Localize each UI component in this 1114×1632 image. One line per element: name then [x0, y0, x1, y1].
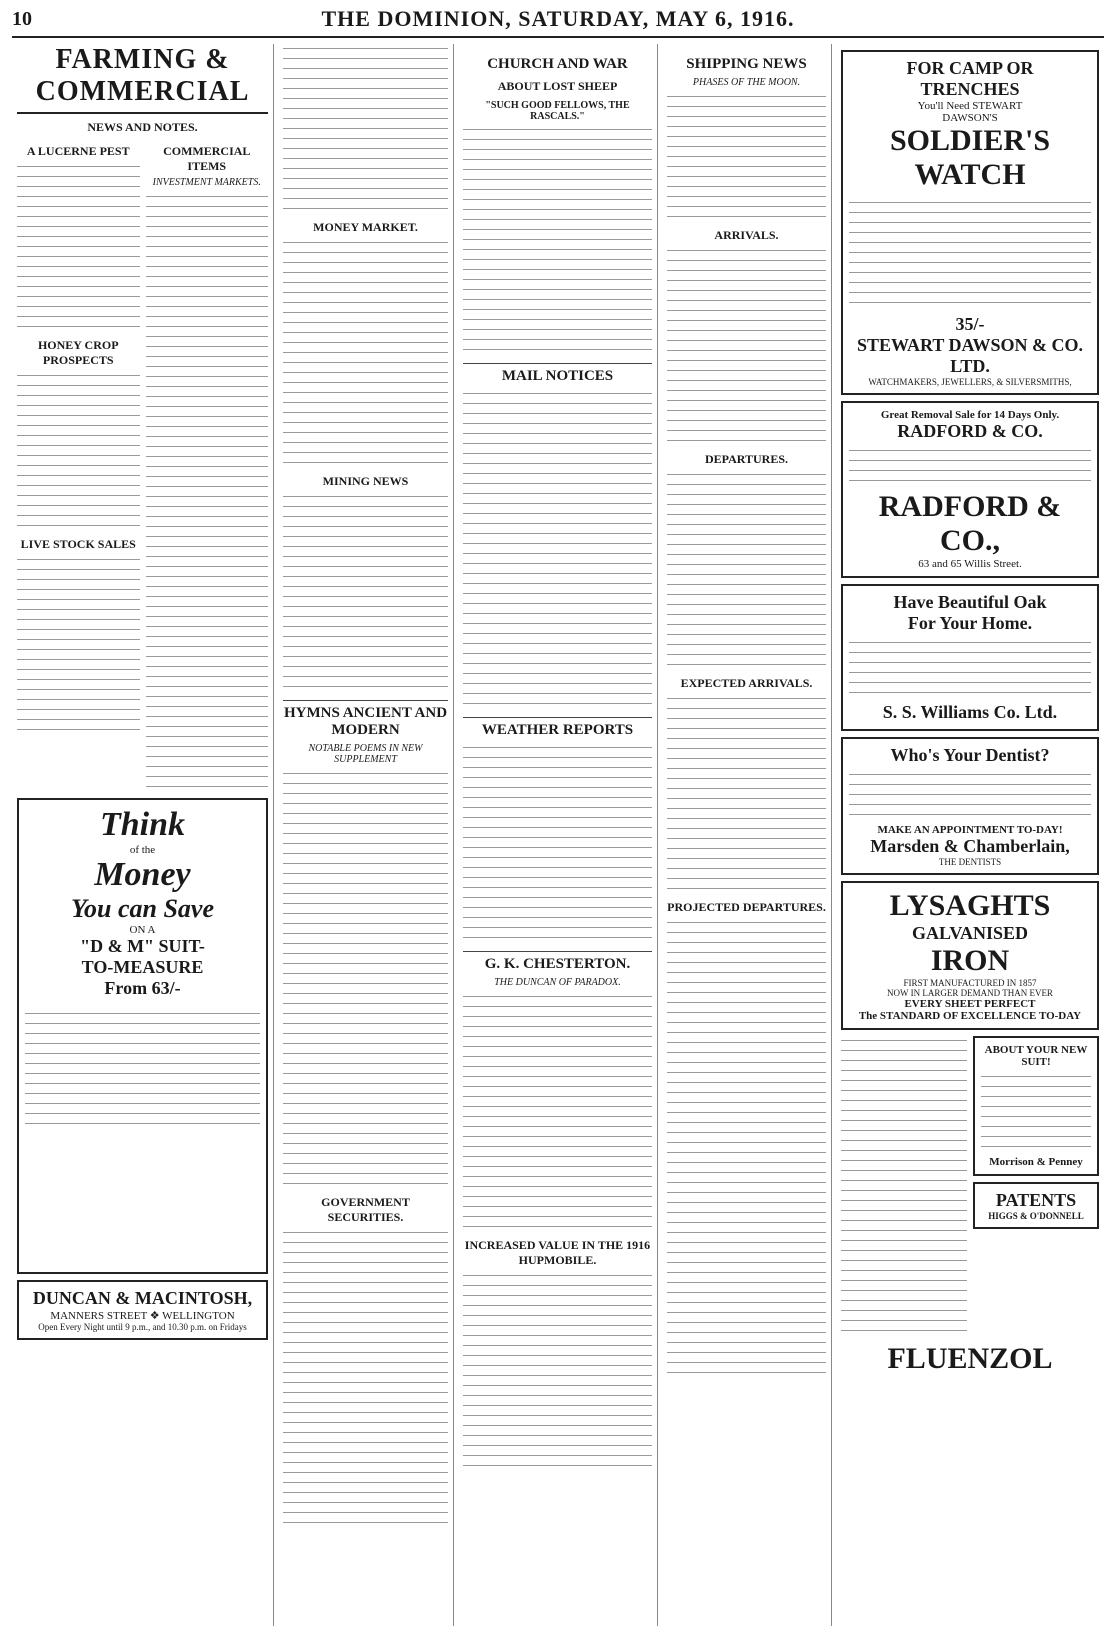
page-number: 10 — [12, 8, 32, 30]
article-subheading: INVESTMENT MARKETS. — [152, 177, 261, 188]
article-body — [463, 125, 652, 355]
table-block — [283, 44, 448, 214]
ad-line: The STANDARD OF EXCELLENCE TO-DAY — [858, 1010, 1082, 1022]
ad-firm: STEWART DAWSON & CO. LTD. — [856, 335, 1084, 376]
article-body — [146, 192, 269, 792]
section-heading: FARMING & COMMERCIAL — [17, 44, 268, 114]
suit-ad-right — [973, 1036, 1099, 1176]
article-subheading: THE DUNCAN OF PARADOX. — [494, 977, 621, 988]
ad-line: of the — [129, 844, 156, 856]
ad-line: Money — [94, 856, 191, 893]
article-body — [463, 743, 652, 943]
ad-line: EVERY SHEET PERFECT — [904, 998, 1036, 1010]
article-body — [463, 389, 652, 709]
article-body — [667, 694, 826, 894]
ad-line: You can Save — [71, 894, 214, 923]
dentist-ad — [841, 737, 1099, 875]
article-body — [283, 1228, 448, 1528]
article-heading: COMMERCIAL ITEMS — [163, 144, 251, 173]
ad-body — [25, 1009, 260, 1129]
column-farming — [12, 44, 274, 1626]
column-markets — [278, 44, 454, 1626]
ad-firm: Marsden & Chamberlain, — [870, 836, 1070, 856]
article-subheading: PHASES OF THE MOON. — [692, 77, 801, 88]
article-heading: EXPECTED ARRIVALS. — [680, 676, 813, 690]
ad-line: WATCH — [914, 158, 1026, 191]
article-heading: LIVE STOCK SALES — [20, 537, 136, 551]
article-body — [667, 246, 826, 446]
article-heading: DEPARTURES. — [704, 452, 789, 466]
ad-line: PATENTS — [995, 1190, 1077, 1210]
ad-body — [849, 638, 1091, 698]
newspaper-title: THE DOMINION, SATURDAY, MAY 6, 1916. — [321, 6, 795, 31]
duncan-ad — [17, 1280, 268, 1340]
ad-line: SOLDIER'S — [889, 124, 1051, 157]
fluenzol-ad: FLUENZOL — [887, 1342, 1053, 1375]
article-body — [283, 769, 448, 1189]
ad-body — [849, 770, 1091, 820]
ad-firm: S. S. Williams Co. Ltd. — [882, 702, 1058, 722]
ad-line: 63 and 65 Willis Street. — [918, 558, 1022, 570]
article-heading: WEATHER REPORTS — [463, 717, 652, 739]
oak-ad — [841, 584, 1099, 731]
ad-line: Think — [99, 806, 186, 843]
ad-line: DAWSON'S — [942, 112, 998, 124]
article-heading: PROJECTED DEPARTURES. — [667, 900, 826, 914]
ad-line: Great Removal Sale for 14 Days Only. — [880, 409, 1060, 421]
column-shipping — [662, 44, 832, 1626]
ad-line: TRENCHES — [920, 79, 1020, 99]
article-body — [17, 555, 140, 735]
article-subheading: NOTABLE POEMS IN NEW SUPPLEMENT — [308, 743, 423, 765]
article-heading: SHIPPING NEWS — [686, 56, 807, 72]
article-body — [283, 492, 448, 692]
ad-line: FIRST MANUFACTURED IN 1857 — [903, 978, 1037, 988]
ad-body — [981, 1072, 1091, 1152]
ad-line: RADFORD & CO. — [897, 421, 1043, 441]
article-heading: G. K. CHESTERTON. — [463, 951, 652, 973]
article-heading: MONEY MARKET. — [313, 220, 418, 234]
ad-line: Have Beautiful Oak — [893, 592, 1047, 612]
ad-line: FOR CAMP OR — [906, 58, 1034, 78]
ad-line: Who's Your Dentist? — [890, 745, 1050, 765]
ad-line: "D & M" SUIT- — [80, 936, 205, 956]
ad-line: From 63/- — [104, 978, 181, 998]
ad-firm-sub: WATCHMAKERS, JEWELLERS, & SILVERSMITHS, — [868, 377, 1072, 387]
article-heading: ABOUT LOST SHEEP — [497, 79, 618, 93]
article-body — [667, 918, 826, 1378]
article-heading: CHURCH AND WAR — [487, 56, 628, 72]
ad-firm-sub: THE DENTISTS — [938, 857, 1002, 867]
ad-line: TO-MEASURE — [81, 957, 204, 977]
ad-line: ABOUT YOUR NEW SUIT! — [984, 1044, 1088, 1068]
ad-line: MAKE AN APPOINTMENT TO-DAY! — [877, 824, 1063, 836]
column-church — [458, 44, 658, 1626]
article-body — [667, 92, 826, 222]
article-heading: MINING NEWS — [322, 474, 409, 488]
ad-firm: Morrison & Penney — [989, 1156, 1083, 1168]
ad-line: NOW IN LARGER DEMAND THAN EVER — [887, 988, 1053, 998]
ad-line: LYSAGHTS — [889, 889, 1051, 922]
article-quote: "SUCH GOOD FELLOWS, THE RASCALS." — [485, 100, 630, 122]
article-heading: INCREASED VALUE IN THE 1916 HUPMOBILE. — [464, 1238, 651, 1267]
ad-price: 35/- — [955, 314, 985, 334]
ad-firm: DUNCAN & MACINTOSH, — [32, 1288, 253, 1308]
ad-line: You'll Need STEWART — [917, 100, 1023, 112]
ad-hours: Open Every Night until 9 p.m., and 10.30 p.m. on Fridays — [38, 1322, 247, 1332]
patents-ad — [973, 1182, 1099, 1229]
ad-line: IRON — [930, 944, 1010, 977]
column-ads — [836, 44, 1104, 1626]
ad-firm: HIGGS & O'DONNELL — [988, 1211, 1084, 1221]
article-body — [283, 238, 448, 468]
suit-ad — [17, 798, 268, 1274]
watch-ad — [841, 50, 1099, 395]
ad-body — [849, 446, 1091, 486]
ad-line: For Your Home. — [907, 613, 1033, 633]
ad-line: RADFORD & CO., — [878, 490, 1062, 557]
article-heading: MAIL NOTICES — [463, 363, 652, 385]
masthead — [12, 6, 1104, 38]
radford-ad — [841, 401, 1099, 578]
lysaghts-ad — [841, 881, 1099, 1030]
article-body — [463, 1271, 652, 1471]
article-heading: HYMNS ANCIENT AND MODERN — [283, 700, 448, 739]
news-heading: NEWS AND NOTES. — [87, 120, 198, 134]
article-body — [841, 1036, 967, 1336]
ad-line: ON A — [129, 924, 156, 936]
article-heading: GOVERNMENT SECURITIES. — [321, 1195, 410, 1224]
article-body — [17, 162, 140, 332]
article-body — [463, 992, 652, 1232]
ad-address: MANNERS STREET ❖ WELLINGTON — [50, 1310, 235, 1322]
ad-body — [849, 198, 1091, 308]
article-body — [667, 470, 826, 670]
article-heading: ARRIVALS. — [714, 228, 779, 242]
article-body — [17, 371, 140, 531]
article-heading: A LUCERNE PEST — [26, 144, 130, 158]
article-heading: HONEY CROP PROSPECTS — [37, 338, 119, 367]
ad-line: GALVANISED — [911, 923, 1029, 943]
